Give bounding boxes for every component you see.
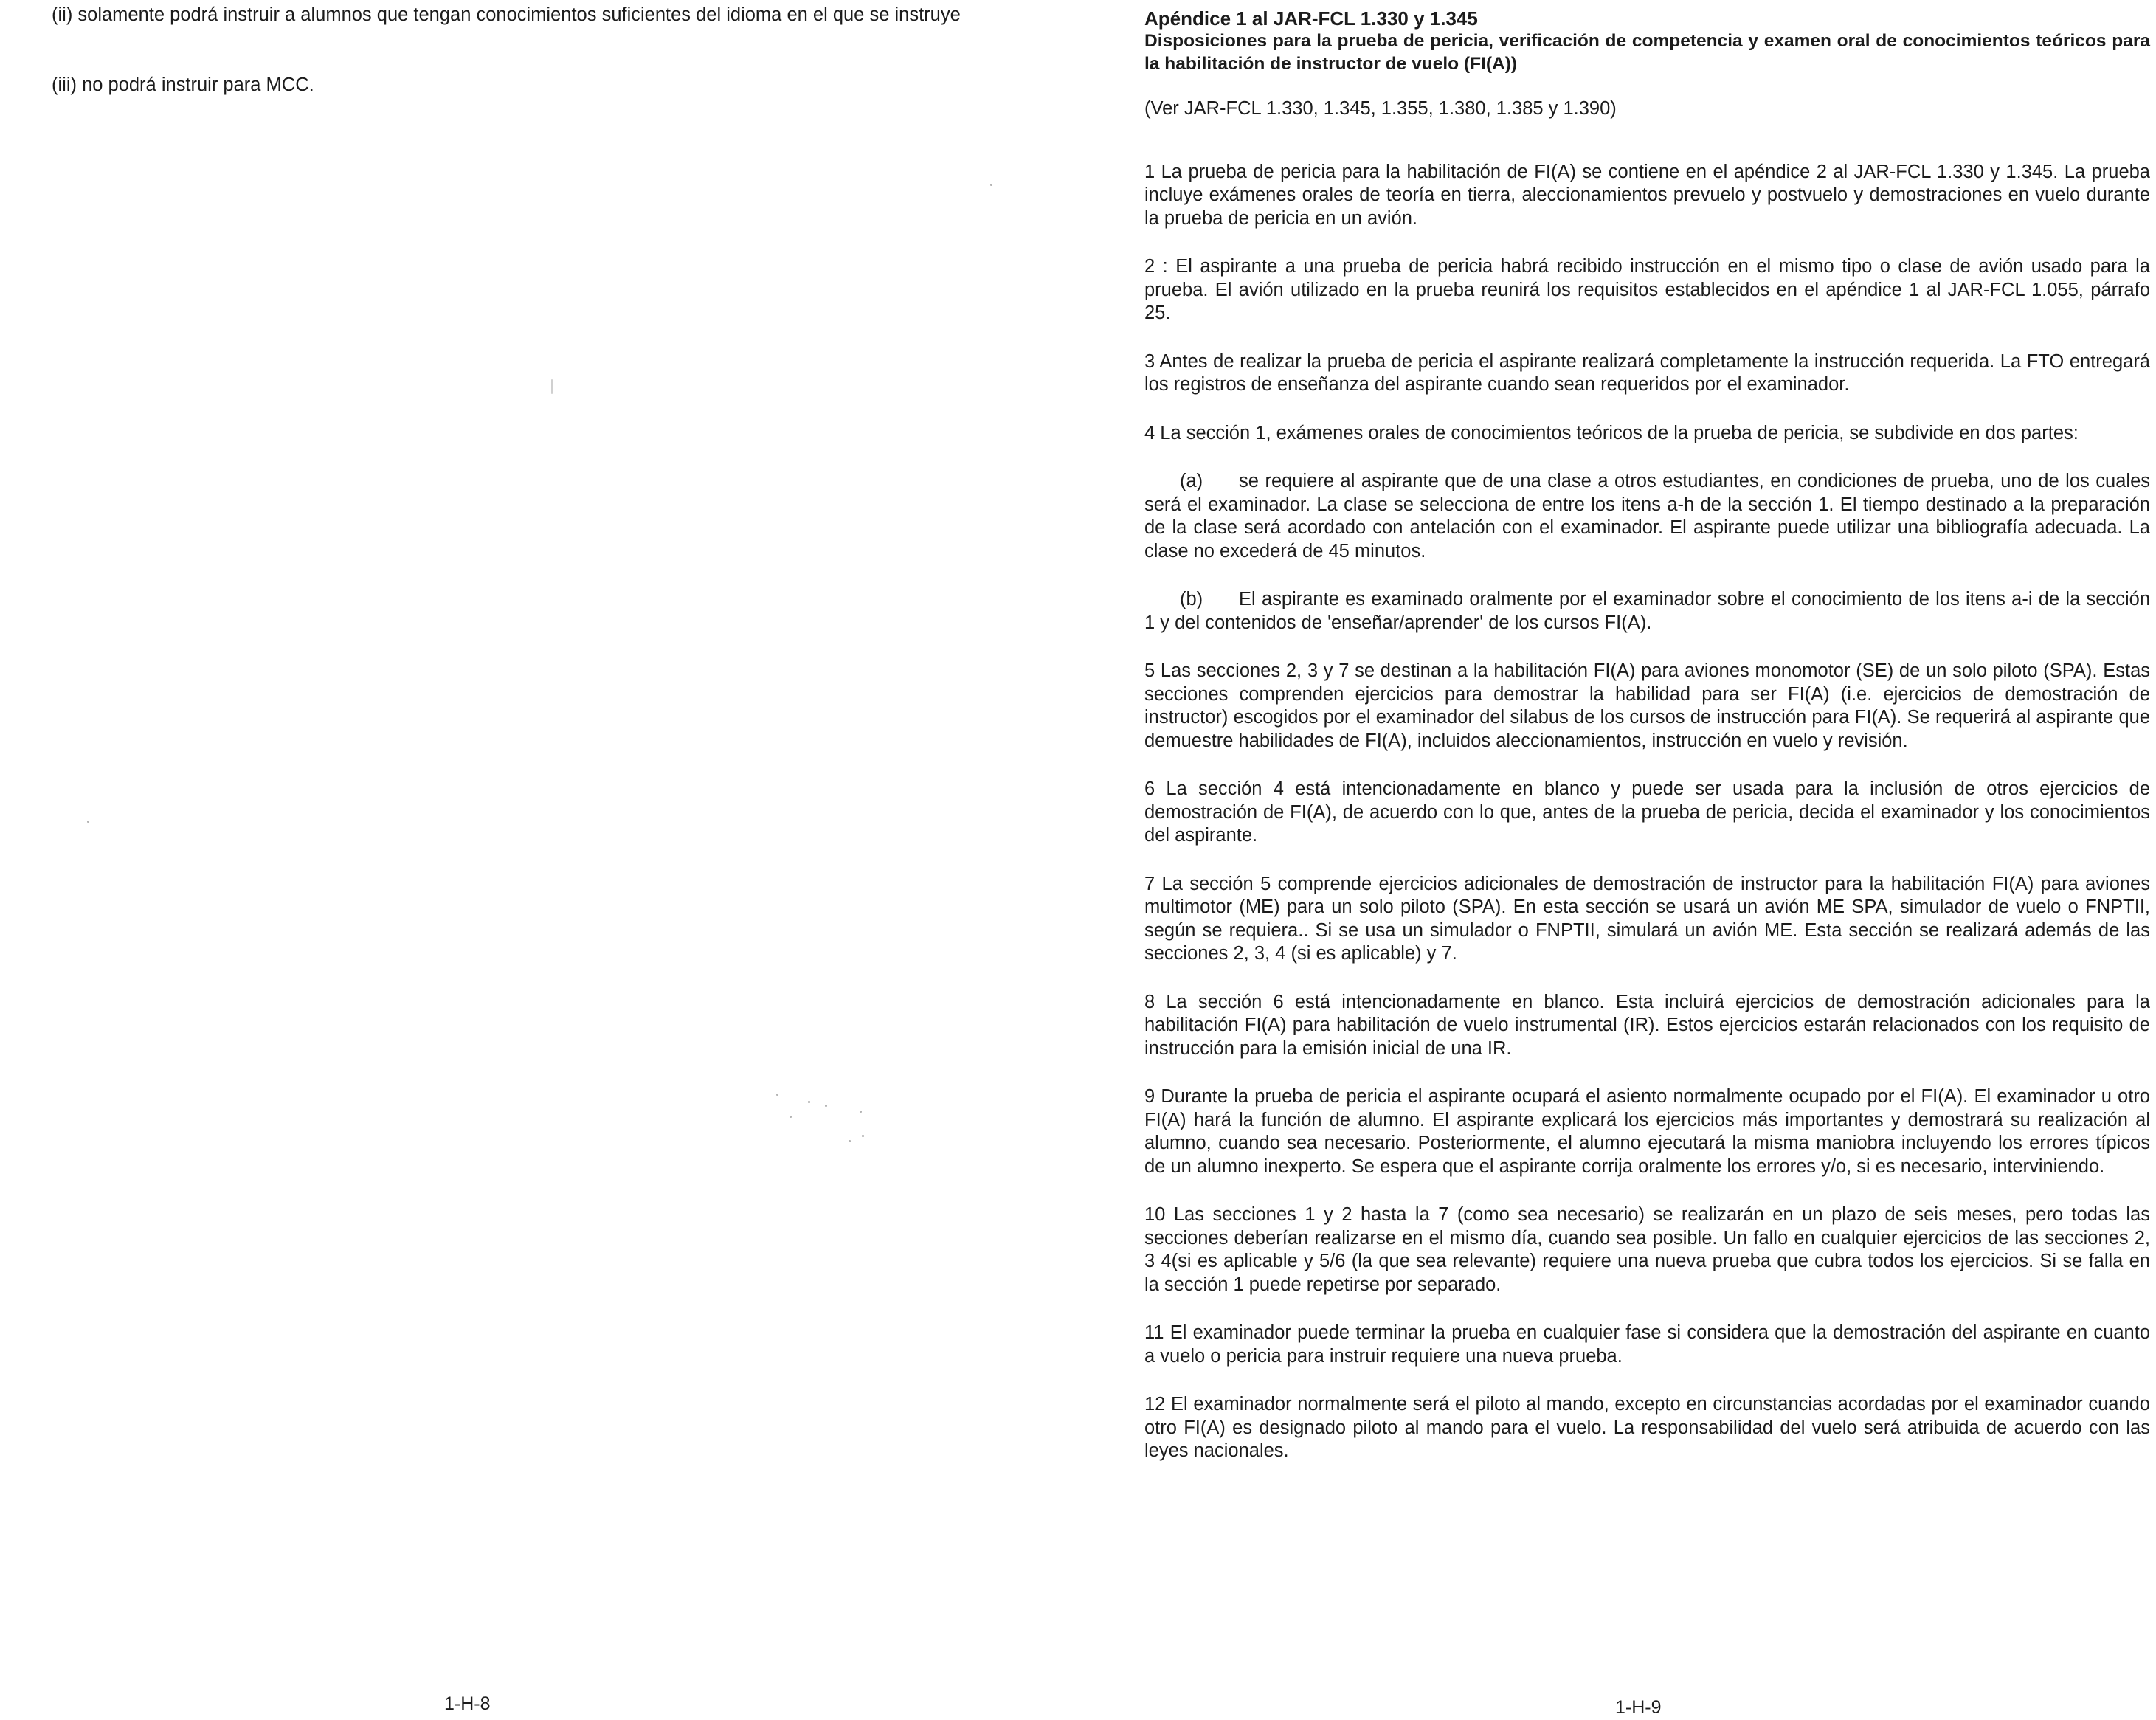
scan-speck — [849, 1140, 851, 1142]
left-paragraph-ii: (ii) solamente podrá instruir a alumnos que tengan conocimientos suficientes del idioma en el que se instruye — [52, 4, 961, 25]
subparagraph-label: (a) — [1180, 471, 1203, 491]
scan-speck — [551, 379, 553, 394]
scan-speck — [860, 1111, 862, 1113]
paragraph-10: 10 Las secciones 1 y 2 hasta la 7 (como sea necesario) se realizarán en un plazo de seis meses, pero todas las secciones deberían realizarse en el mismo día, cuando sea posible. Un fallo en cualquier ejercicios de las secciones 2, 3 4(si es aplicable y 5/6 (la que sea relevante) requiere una nueva prueba que cubra todos los ejercicios. Si se falla en la sección 1 puede repetirse por separado. — [1144, 1204, 2150, 1295]
subparagraph-a — [1144, 470, 2150, 563]
subparagraph-b — [1144, 588, 2150, 635]
paragraph-6: 6 La sección 4 está intencionadamente en blanco y puede ser usada para la inclusión de otros ejercicios de demostración de FI(A), de acuerdo con lo que, antes de la prueba de pericia, decida el examinador y los conocimientos del aspirante. — [1144, 778, 2150, 846]
page-number: 1-H-8 — [444, 1693, 491, 1714]
right-page — [1077, 0, 2156, 1720]
appendix-subtitle: Disposiciones para la prueba de pericia, verificación de competencia y examen oral de conocimientos teóricos para la habilitación de instructor de vuelo (FI(A)) — [1144, 31, 2150, 74]
appendix-body — [1144, 7, 2150, 1463]
paragraph-11: 11 El examinador puede terminar la prueba en cualquier fase si considera que la demostración del aspirante en cuanto a vuelo o pericia para instruir requiere una nueva prueba. — [1144, 1322, 2150, 1367]
subparagraph-text: se requiere al aspirante que de una clase a otros estudiantes, en condiciones de prueba, uno de los cuales será el examinador. La clase se selecciona de entre los itens a-h de la sección 1. El tiempo destinado a la preparación de la clase será acordado con antelación con el examinador. El aspirante puede utilizar una bibliografía adecuada. La clase no excederá de 45 minutos. — [1144, 471, 2150, 562]
scan-speck — [776, 1094, 778, 1096]
scan-speck — [87, 821, 89, 823]
left-paragraph-iii: (iii) no podrá instruir para MCC. — [52, 75, 314, 95]
paragraph-5: 5 Las secciones 2, 3 y 7 se destinan a la habilitación FI(A) para aviones monomotor (SE) de un solo piloto (SPA). Estas secciones comprenden ejercicios para demostrar la habilidad para ser FI(A) (i.e. ejercicios de demostración de instructor) escogidos por el examinador del silabus de los cursos de instrucción para FI(A). Se requerirá al aspirante que demuestre habilidades de FI(A), incluidos aleccionamientos, instrucción en vuelo y revisión. — [1144, 660, 2150, 751]
subparagraph-text: El aspirante es examinado oralmente por el examinador sobre el conocimiento de los itens a-i de la sección 1 y del contenidos de 'enseñar/aprender' de los cursos FI(A). — [1144, 589, 2150, 633]
paragraph-2: 2 : El aspirante a una prueba de pericia habrá recibido instrucción en el mismo tipo o clase de avión usado para la prueba. El avión utilizado en la prueba reunirá los requisitos establecidos en el apéndice 1 al JAR-FCL 1.055, párrafo 25. — [1144, 256, 2150, 323]
paragraph-3: 3 Antes de realizar la prueba de pericia el aspirante realizará completamente la instrucción requerida. La FTO entregará los registros de enseñanza del aspirante cuando sean requeridos por el examinador. — [1144, 350, 2150, 395]
paragraph-1: 1 La prueba de pericia para la habilitación de FI(A) se contiene en el apéndice 2 al JAR-FCL 1.330 y 1.345. La prueba incluye exámenes orales de teoría en tierra, aleccionamientos prevuelo y postvuelo y demostraciones en vuelo durante la prueba de pericia en un avión. — [1144, 161, 2150, 229]
scan-speck — [790, 1116, 792, 1118]
scan-speck — [990, 184, 992, 186]
paragraph-9: 9 Durante la prueba de pericia el aspirante ocupará el asiento normalmente ocupado por el FI(A). El examinador u otro FI(A) hará la función de alumno. El aspirante explicará los ejercicios más importantes y demostrará su realización al alumno, cuando sea necesario. Posteriormente, el alumno ejecutará la misma maniobra incluyendo los errores típicos de un alumno inexperto. Se espera que el aspirante corrija oralmente los errores y/o, si es necesario, interviniendo. — [1144, 1086, 2150, 1177]
paragraph-12: 12 El examinador normalmente será el piloto al mando, excepto en circunstancias acordadas por el examinador cuando otro FI(A) es designado piloto al mando para el vuelo. La responsabilidad del vuelo será atribuida de acuerdo con las leyes nacionales. — [1144, 1394, 2150, 1461]
appendix-title: Apéndice 1 al JAR-FCL 1.330 y 1.345 — [1144, 7, 1478, 30]
scan-speck — [862, 1135, 864, 1137]
page-number: 1-H-9 — [1615, 1697, 1662, 1718]
scan-speck — [825, 1105, 827, 1107]
scan-speck — [808, 1101, 810, 1103]
reference-line: (Ver JAR-FCL 1.330, 1.345, 1.355, 1.380, 1.385 y 1.390) — [1144, 98, 1617, 119]
subparagraph-label: (b) — [1180, 589, 1203, 609]
paragraph-4: 4 La sección 1, exámenes orales de conocimientos teóricos de la prueba de pericia, se subdivide en dos partes: — [1144, 422, 2079, 443]
paragraph-8: 8 La sección 6 está intencionadamente en blanco. Esta incluirá ejercicios de demostración adicionales para la habilitación FI(A) para habilitación de vuelo instrumental (IR). Estos ejercicios estarán relacionados con los requisito de instrucción para la emisión inicial de una IR. — [1144, 991, 2150, 1059]
paragraph-7: 7 La sección 5 comprende ejercicios adicionales de demostración de instructor para la habilitación FI(A) para aviones multimotor (ME) para un solo piloto (SPA). En esta sección se usará un avión ME SPA, simulador de vuelo o FNPTII, según se requiera.. Si se usa un simulador o FNPTII, simulará un avión ME. Esta sección se realizará además de las secciones 2, 3, 4 (si es aplicable) y 7. — [1144, 873, 2150, 964]
left-page — [0, 0, 1077, 1720]
